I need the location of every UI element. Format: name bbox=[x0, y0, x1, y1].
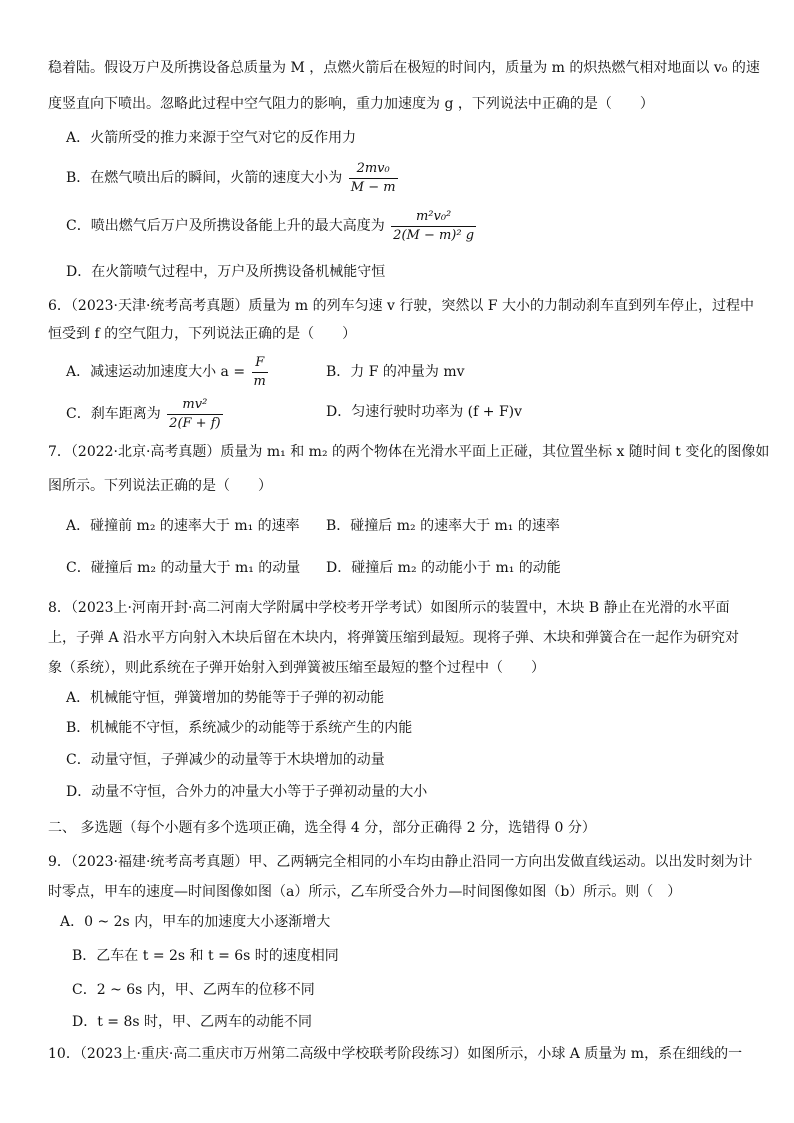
q5-option-c-denominator: 2(M − m)² g bbox=[393, 227, 475, 243]
q5-option-c-numerator: m²v₀² bbox=[391, 209, 476, 227]
q8-option-a: A．机械能守恒，弹簧增加的势能等于子弹的初动能 bbox=[66, 690, 385, 706]
q6-option-c-fraction bbox=[167, 397, 222, 432]
q5-stem-line-2: 度竖直向下喷出。忽略此过程中空气阻力的影响，重力加速度为 g ，下列说法中正确的是（ ） bbox=[48, 96, 654, 112]
q9-option-a: A．0 ~ 2s 内，甲车的加速度大小逐渐增大 bbox=[60, 914, 331, 930]
q8-option-b: B．机械能不守恒，系统减少的动能等于系统产生的内能 bbox=[66, 720, 413, 736]
q7-option-a: A．碰撞前 m₂ 的速率大于 m₁ 的速率 bbox=[66, 518, 300, 534]
q7-stem-line-2: 图所示。下列说法正确的是（ ） bbox=[48, 478, 272, 494]
q9-option-b: B．乙车在 t = 2s 和 t = 6s 时的速度相同 bbox=[72, 948, 339, 964]
section-heading-multiple-choice: 二、 多选题（每个小题有多个选项正确，选全得 4 分，部分正确得 2 分，选错得 0 分） bbox=[48, 820, 596, 836]
q6-stem-line-2: 恒受到 f 的空气阻力，下列说法正确的是（ ） bbox=[48, 326, 357, 342]
q6-option-a-numerator: F bbox=[252, 355, 268, 373]
q6-option-c-numerator: mv² bbox=[167, 397, 222, 415]
q7-option-d: D．碰撞后 m₂ 的动能小于 m₁ 的动能 bbox=[326, 560, 561, 576]
q5-option-b-numerator: 2mv₀ bbox=[349, 161, 398, 179]
q5-option-b-fraction bbox=[349, 161, 398, 196]
q6-option-a-fraction bbox=[252, 355, 268, 390]
q8-option-c: C．动量守恒，子弹减少的动量等于木块增加的动量 bbox=[66, 752, 385, 768]
q6-stem-line-1: 6．（2023·天津·统考高考真题）质量为 m 的列车匀速 v 行驶，突然以 F 大小的力制动刹车直到列车停止，过程中 bbox=[48, 298, 755, 314]
q7-option-c: C．碰撞后 m₂ 的动量大于 m₁ 的动量 bbox=[66, 560, 301, 576]
q6-option-a bbox=[66, 352, 270, 392]
q5-stem-line-1: 稳着陆。假设万户及所携设备总质量为 M ，点燃火箭后在极短的时间内，质量为 m 的炽热燃气相对地面以 v₀ 的速 bbox=[48, 60, 760, 76]
q6-option-c bbox=[66, 394, 225, 434]
q5-option-a: A．火箭所受的推力来源于空气对它的反作用力 bbox=[66, 130, 357, 146]
q6-option-d: D．匀速行驶时功率为 (f + F)v bbox=[326, 404, 523, 420]
q8-stem-line-2: 上，子弹 A 沿水平方向射入木块后留在木块内，将弹簧压缩到最短。现将子弹、木块和弹簧合在一起作为研究对 bbox=[48, 630, 740, 646]
q5-option-b-text: B．在燃气喷出后的瞬间，火箭的速度大小为 bbox=[66, 170, 343, 186]
q6-option-c-denominator: 2(F + f) bbox=[169, 415, 221, 431]
q6-option-a-text: A．减速运动加速度大小 a = bbox=[66, 364, 246, 380]
q5-option-b-denominator: M − m bbox=[350, 179, 396, 195]
q9-option-c: C．2 ~ 6s 内，甲、乙两车的位移不同 bbox=[72, 982, 315, 998]
q7-option-b: B．碰撞后 m₂ 的速率大于 m₁ 的速率 bbox=[326, 518, 560, 534]
q9-stem-line-2: 时零点，甲车的速度—时间图像如图（a）所示，乙车所受合外力—时间图像如图（b）所示。则（ ） bbox=[48, 884, 682, 900]
q9-option-d: D．t = 8s 时，甲、乙两车的动能不同 bbox=[72, 1014, 313, 1030]
q9-stem-line-1: 9．（2023·福建·统考高考真题）甲、乙两辆完全相同的小车均由静止沿同一方向出发做直线运动。以出发时刻为计 bbox=[48, 854, 753, 870]
q5-option-c-text: C．喷出燃气后万户及所携设备能上升的最大高度为 bbox=[66, 218, 385, 234]
q8-stem-line-1: 8．（2023上·河南开封·高二河南大学附属中学校考开学考试）如图所示的装置中，木块 B 静止在光滑的水平面 bbox=[48, 600, 730, 616]
q5-option-b bbox=[66, 158, 400, 198]
q8-stem-line-3: 象（系统），则此系统在子弹开始射入到弹簧被压缩至最短的整个过程中（ ） bbox=[48, 660, 545, 676]
q6-option-c-text: C．刹车距离为 bbox=[66, 406, 161, 422]
q10-stem-line-1: 10．（2023上·重庆·高二重庆市万州第二高级中学校联考阶段练习）如图所示，小球 A 质量为 m，系在细线的一 bbox=[48, 1046, 743, 1062]
q8-option-d: D．动量不守恒，合外力的冲量大小等于子弹初动量的大小 bbox=[66, 784, 428, 800]
q7-stem-line-1: 7．（2022·北京·高考真题）质量为 m₁ 和 m₂ 的两个物体在光滑水平面上正碰，其位置坐标 x 随时间 t 变化的图像如 bbox=[48, 444, 770, 460]
q5-option-c-fraction bbox=[391, 209, 476, 244]
q5-option-c bbox=[66, 206, 478, 246]
q6-option-a-denominator: m bbox=[253, 373, 266, 389]
q5-option-d: D．在火箭喷气过程中，万户及所携设备机械能守恒 bbox=[66, 264, 386, 280]
q6-option-b: B．力 F 的冲量为 mv bbox=[326, 364, 465, 380]
